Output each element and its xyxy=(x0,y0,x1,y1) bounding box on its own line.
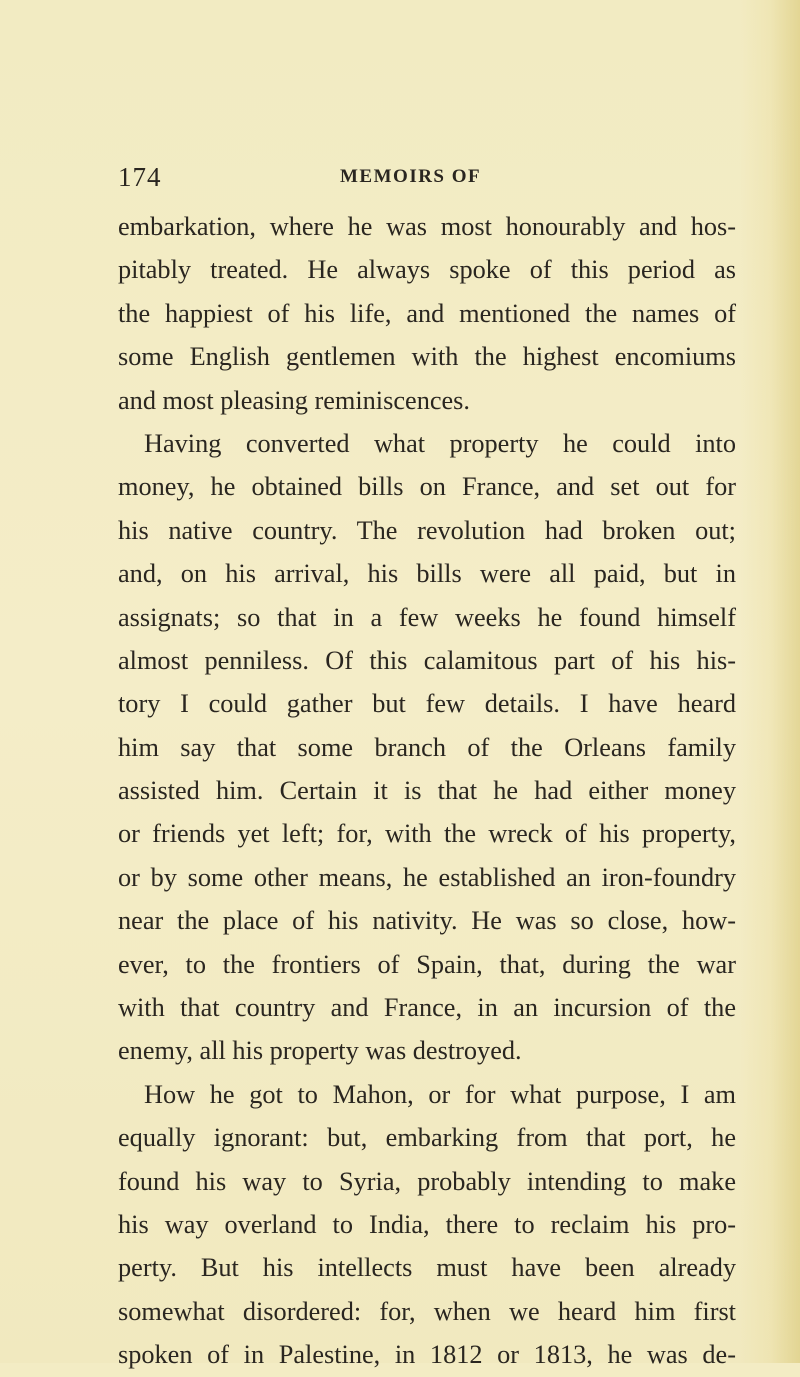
text-line: assisted him. Certain it is that he had either money xyxy=(118,776,736,806)
page-number: 174 xyxy=(118,162,162,192)
text-line: near the place of his nativity. He was so close, how- xyxy=(118,906,736,936)
text-line: embarkation, where he was most honourably and hos- xyxy=(118,212,736,241)
text-line: Having converted what property he could into xyxy=(144,428,736,458)
running-title: MEMOIRS OF xyxy=(340,166,482,187)
text-line: How he got to Mahon, or for what purpose, I am xyxy=(144,1079,736,1109)
text-line: perty. But his intellects must have been already xyxy=(118,1253,736,1283)
text-line: and most pleasing reminiscences. xyxy=(118,385,470,415)
text-line: tory I could gather but few details. I have heard xyxy=(118,689,736,719)
text-line: pitably treated. He always spoke of this period as xyxy=(118,255,736,285)
text-line: found his way to Syria, probably intending to make xyxy=(118,1166,736,1196)
text-line: somewhat disordered: for, when we heard him first xyxy=(118,1296,736,1326)
text-line: assignats; so that in a few weeks he found himself xyxy=(118,602,736,632)
text-line: spoken of in Palestine, in 1812 or 1813, he was de- xyxy=(118,1340,736,1370)
text-line: money, he obtained bills on France, and set out for xyxy=(118,472,736,502)
text-line: ever, to the frontiers of Spain, that, during the war xyxy=(118,949,736,979)
text-line: almost penniless. Of this calamitous part of his his- xyxy=(118,645,736,675)
text-line: or by some other means, he established an iron-foundry xyxy=(118,862,736,892)
text-line: with that country and France, in an incursion of the xyxy=(118,993,736,1023)
text-line: some English gentlemen with the highest encomiums xyxy=(118,342,736,372)
text-line: his native country. The revolution had broken out; xyxy=(118,515,736,545)
text-line: enemy, all his property was destroyed. xyxy=(118,1036,522,1066)
text-line: his way overland to India, there to reclaim his pro- xyxy=(118,1209,736,1239)
body-text xyxy=(118,205,736,1377)
text-line: him say that some branch of the Orleans family xyxy=(118,732,736,762)
running-head xyxy=(118,162,738,192)
text-line: and, on his arrival, his bills were all paid, but in xyxy=(118,559,736,589)
text-line: the happiest of his life, and mentioned the names of xyxy=(118,298,736,328)
text-line: or friends yet left; for, with the wreck of his property, xyxy=(118,819,736,849)
text-line: equally ignorant: but, embarking from that port, he xyxy=(118,1123,736,1153)
